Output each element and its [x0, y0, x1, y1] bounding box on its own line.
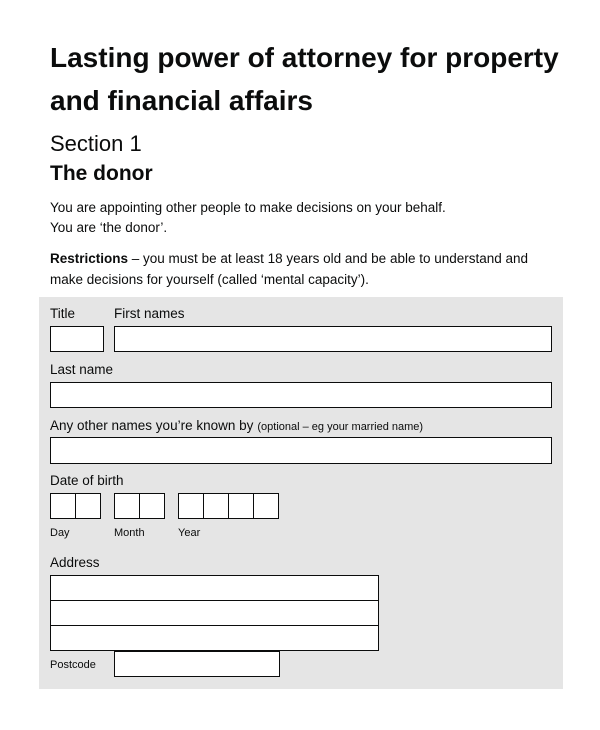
- intro-line-2: You are ‘the donor’.: [50, 220, 168, 235]
- restrictions-body: – you must be at least 18 years old and be able to understand and make decisions for yourself (called ‘mental capacity’).: [50, 251, 529, 287]
- dob-label: Date of birth: [50, 473, 124, 488]
- first-names-label: First names: [114, 306, 185, 321]
- donor-details-panel: [39, 297, 563, 689]
- last-name-label: Last name: [50, 362, 114, 377]
- intro-line-1: You are appointing other people to make decisions on your behalf.: [50, 200, 446, 215]
- other-names-label-text: Any other names you’re known by: [50, 418, 254, 433]
- dob-day-digit-2[interactable]: [75, 493, 101, 519]
- postcode-field[interactable]: [114, 651, 280, 677]
- last-name-field[interactable]: [50, 382, 552, 408]
- section-name: The donor: [50, 162, 153, 185]
- dob-year-digit-3[interactable]: [228, 493, 254, 519]
- dob-year-digit-2[interactable]: [203, 493, 229, 519]
- title-field[interactable]: [50, 326, 104, 352]
- intro-text: [50, 198, 446, 238]
- other-names-field[interactable]: [50, 437, 552, 464]
- day-label: Day: [50, 527, 70, 539]
- other-names-hint: (optional – eg your married name): [257, 421, 424, 433]
- restrictions-text: [50, 248, 560, 290]
- restrictions-label: Restrictions: [50, 251, 129, 266]
- address-line-1-field[interactable]: [50, 575, 379, 601]
- address-label: Address: [50, 555, 100, 570]
- dob-year-digit-1[interactable]: [178, 493, 204, 519]
- address-line-2-field[interactable]: [50, 600, 379, 626]
- postcode-label: Postcode: [50, 659, 96, 671]
- month-label: Month: [114, 527, 145, 539]
- title-label: Title: [50, 306, 76, 321]
- other-names-label: [50, 418, 423, 435]
- dob-month-digit-1[interactable]: [114, 493, 140, 519]
- year-label: Year: [178, 527, 201, 539]
- dob-year-digit-4[interactable]: [253, 493, 279, 519]
- dob-day-digit-1[interactable]: [50, 493, 76, 519]
- address-line-3-field[interactable]: [50, 625, 379, 651]
- dob-month-digit-2[interactable]: [139, 493, 165, 519]
- first-names-field[interactable]: [114, 326, 552, 352]
- document-title: Lasting power of attorney for property and financial affairs: [50, 42, 559, 116]
- section-number: Section 1: [50, 131, 142, 156]
